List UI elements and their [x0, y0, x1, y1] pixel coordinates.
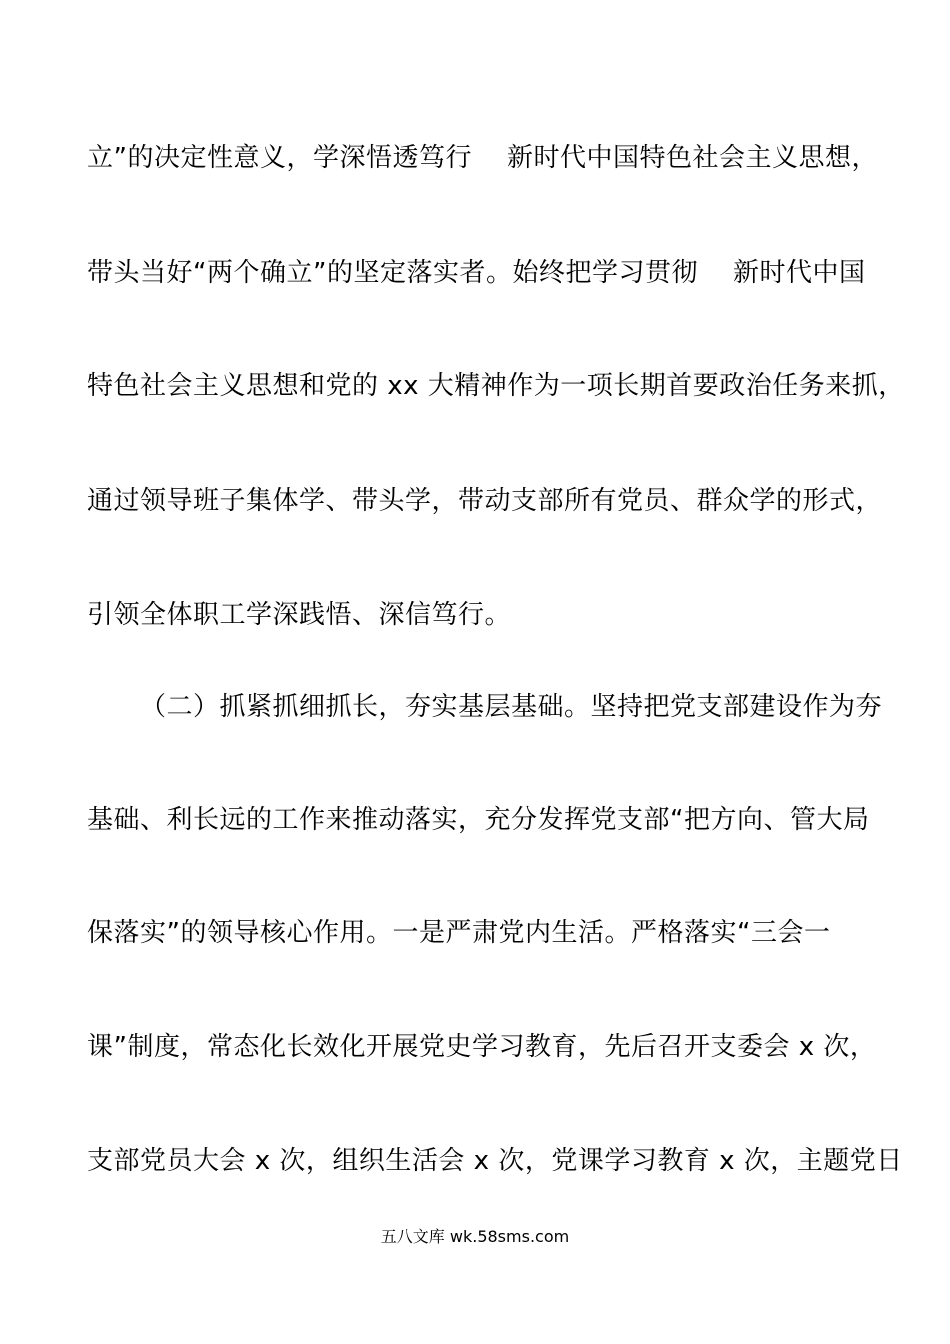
paragraph-line: 立”的决定性意义，学深悟透笃行 新时代中国特色社会主义思想，	[87, 143, 879, 173]
paragraph-line: 基础、利长远的工作来推动落实，充分发挥党支部“把方向、管大局	[87, 805, 870, 835]
paragraph-line: 课”制度，常态化长效化开展党史学习教育，先后召开支委会 x 次，	[87, 1032, 877, 1062]
footer-watermark: 五八文库 wk.58sms.com	[380, 1227, 570, 1246]
paragraph-line: 通过领导班子集体学、带头学，带动支部所有党员、群众学的形式，	[87, 486, 883, 516]
paragraph-line: （二）抓紧抓细抓长，夯实基层基础。坚持把党支部建设作为夯	[140, 692, 883, 722]
paragraph-line: 带头当好“两个确立”的坚定落实者。始终把学习贯彻 新时代中国	[87, 258, 866, 288]
paragraph-line: 特色社会主义思想和党的 xx 大精神作为一项长期首要政治任务来抓，	[87, 371, 905, 401]
paragraph-line: 支部党员大会 x 次，组织生活会 x 次，党课学习教育 x 次，主题党日	[87, 1146, 903, 1176]
paragraph-line: 保落实”的领导核心作用。一是严肃党内生活。严格落实“三会一	[87, 918, 831, 948]
paragraph-line: 引领全体职工学深践悟、深信笃行。	[87, 600, 512, 630]
